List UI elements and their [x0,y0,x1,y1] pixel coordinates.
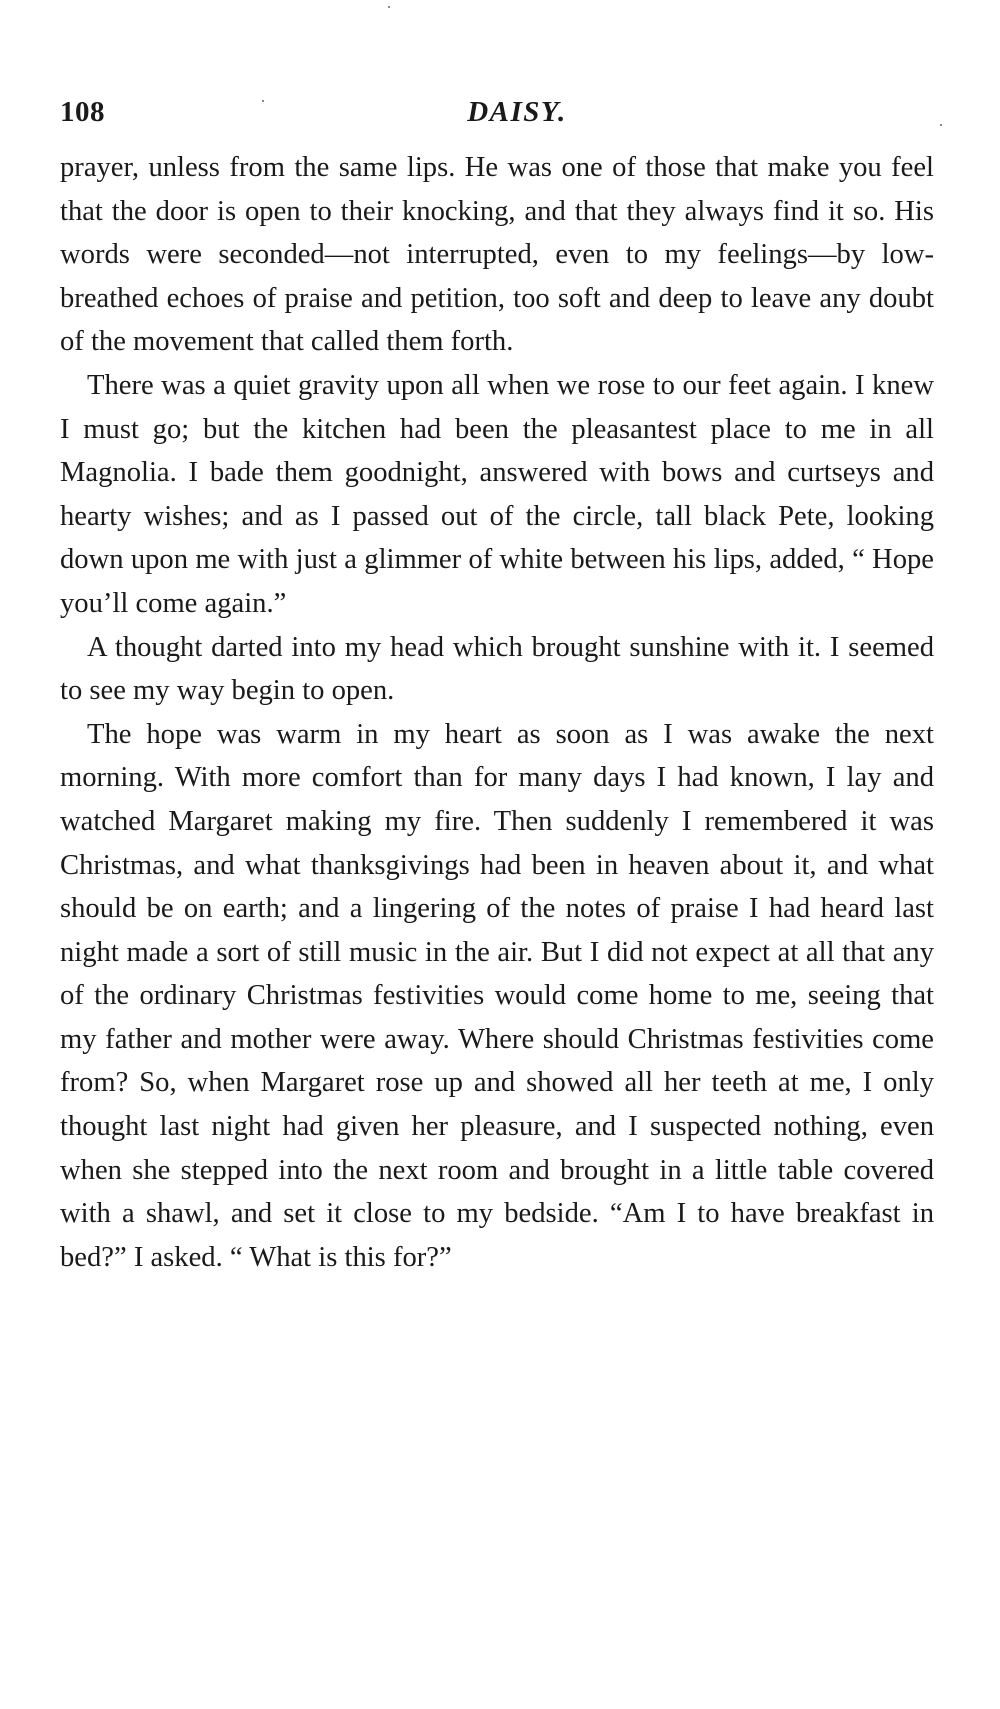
scan-speck [940,124,942,126]
page-number: 108 [60,96,105,128]
running-head [60,88,934,138]
paragraph-continued: prayer, unless from the same lips. He was one of those that make you feel that the door is open to their knocking, and that they always find it so. His words were seconded—not interrupted, even to my feelings—by low-breathed echoes of praise and petition, too soft and deep to leave any doubt of the movement that called them forth. [60,152,934,358]
paragraph: The hope was warm in my heart as soon as I was awake the next morning. With more comfort than for many days I had known, I lay and watched Margaret making my fire. Then suddenly I remembered it was Christmas, and what thanksgivings had been in heaven about it, and what should be on earth; and a lingering of the notes of praise I had heard last night made a sort of still music in the air. But I did not expect at all that any of the ordinary Christmas festivities would come home to me, seeing that my father and mother were away. Where should Christmas festivities come from? So, when Margaret rose up and showed all her teeth at me, I only thought last night had given her pleasure, and I suspected nothing, even when she stepped into the next room and brought in a little table covered with a shawl, and set it close to my bedside. “Am I to have breakfast in bed?” I asked. “ What is this for?” [60,718,934,1273]
paragraph: There was a quiet gravity upon all when we rose to our feet again. I knew I must go; but the kitchen had been the pleasantest place to me in all Magnolia. I bade them goodnight, answered with bows and curtseys and hearty wishes; and as I passed out of the circle, tall black Pete, looking down upon me with just a glimmer of white between his lips, added, “ Hope you’ll come again.” [60,369,934,619]
paragraph: A thought darted into my head which brought sunshine with it. I seemed to see my way begin to open. [60,631,934,707]
body-text [60,146,934,1279]
book-page [60,88,934,1279]
running-title: DAISY. [467,96,567,128]
scan-speck [388,6,390,8]
